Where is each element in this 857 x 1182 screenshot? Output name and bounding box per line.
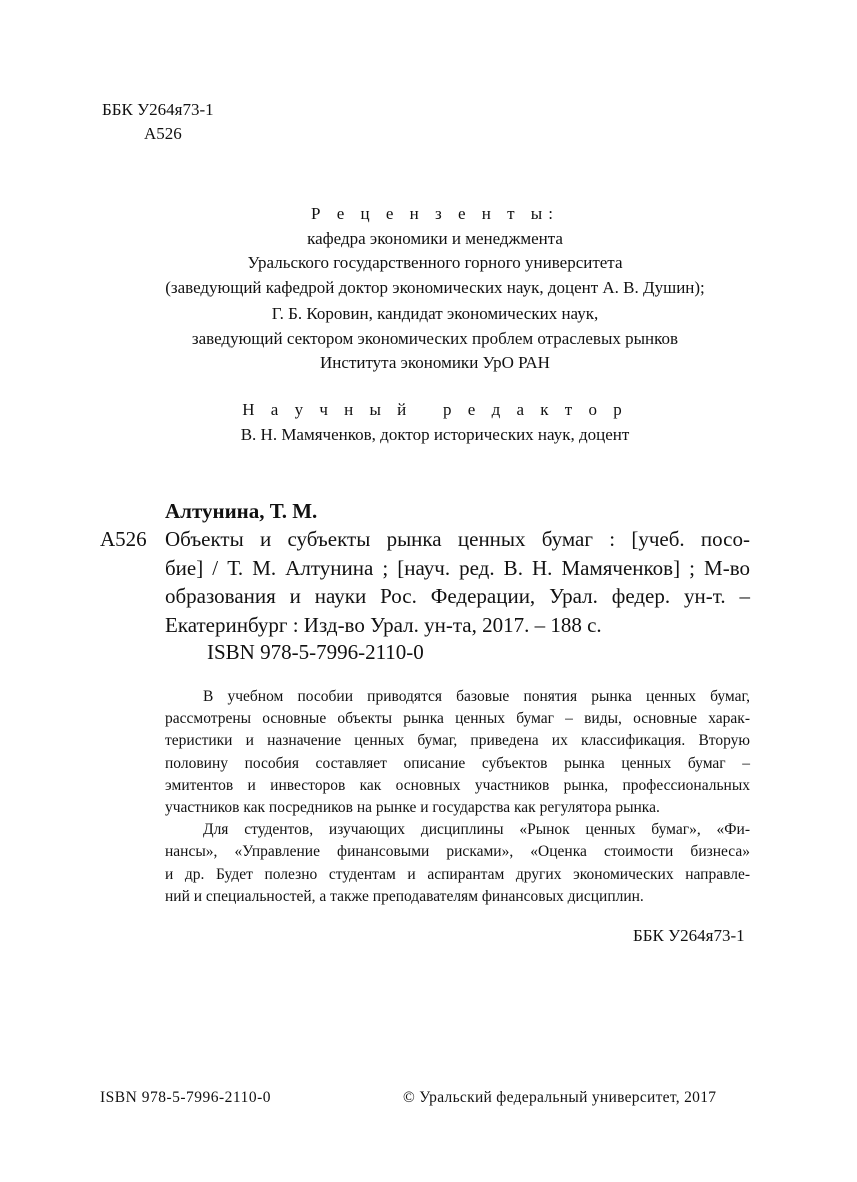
bbk-classification-bottom: ББК У264я73-1 — [633, 926, 745, 945]
footer-isbn: ISBN 978-5-7996-2110-0 — [100, 1089, 272, 1106]
bib-description — [165, 525, 750, 639]
author-mark: А526 — [144, 124, 182, 143]
bib-line: Екатеринбург : Изд-во Урал. ун-та, 2017. – 188 с. — [165, 612, 602, 637]
bbk-classification: ББК У264я73-1 — [102, 100, 214, 119]
bib-line: бие] / Т. М. Алтунина ; [науч. ред. В. Н. Мамяченков] ; М-во — [165, 555, 750, 580]
annotation-line: рассмотрены основные объекты рынка ценных бумаг – виды, основные харак- — [165, 710, 750, 728]
editor-line: В. Н. Мамяченков, доктор исторических наук, доцент — [240, 424, 630, 444]
reviewers-heading: Р е ц е н з е н т ы: — [311, 204, 559, 223]
reviewer-line: Г. Б. Коровин, кандидат экономических наук, — [271, 304, 599, 323]
annotation-line: теристики и назначение ценных бумаг, приведена их классификация. Вторую — [165, 732, 750, 750]
reviewer-line: заведующий сектором экономических проблем отраслевых рынков — [191, 328, 679, 348]
bib-author-mark: А526 — [100, 527, 147, 551]
reviewer-line: Уральского государственного горного университета — [247, 253, 623, 272]
bib-line: Объекты и субъекты рынка ценных бумаг : [учеб. посо- — [165, 527, 750, 551]
annotation-line: и др. Будет полезно студентам и аспирантам других экономических направле- — [165, 865, 750, 883]
annotation-line: нансы», «Управление финансовыми рисками», «Оценка стоимости бизнеса» — [165, 843, 750, 861]
annotation-line: В учебном пособии приводятся базовые понятия рынка ценных бумаг, — [203, 688, 750, 705]
annotation-line: ний и специальностей, а также преподавателям финансовых дисциплин. — [165, 887, 644, 905]
bib-author: Алтунина, Т. М. — [165, 499, 318, 523]
reviewers-block — [60, 202, 810, 376]
annotation-line: эмитентов и инвесторов как основных участников рынка, профессиональных — [165, 776, 750, 794]
annotation-line: участников как посредников на рынке и государства как регулятора рынка. — [165, 799, 660, 817]
annotation-line: Для студентов, изучающих дисциплины «Рынок ценных бумаг», «Фи- — [203, 821, 750, 839]
reviewer-line: кафедра экономики и менеджмента — [307, 228, 563, 248]
reviewer-line: Института экономики УрО РАН — [320, 353, 550, 372]
scientific-editor-block — [60, 398, 810, 447]
annotation-text — [165, 686, 750, 908]
footer-copyright: © Уральский федеральный университет, 2017 — [403, 1089, 717, 1106]
reviewer-line: (заведующий кафедрой доктор экономических наук, доцент А. В. Душин); — [165, 277, 705, 297]
bib-isbn: ISBN 978-5-7996-2110-0 — [207, 640, 424, 664]
bib-line: образования и науки Рос. Федерации, Урал. федер. ун-т. – — [165, 584, 750, 608]
editor-heading: Н а у ч н ы й р е д а к т о р — [242, 400, 628, 419]
annotation-line: половину пособия составляет описание субъектов рынка ценных бумаг – — [165, 754, 750, 772]
